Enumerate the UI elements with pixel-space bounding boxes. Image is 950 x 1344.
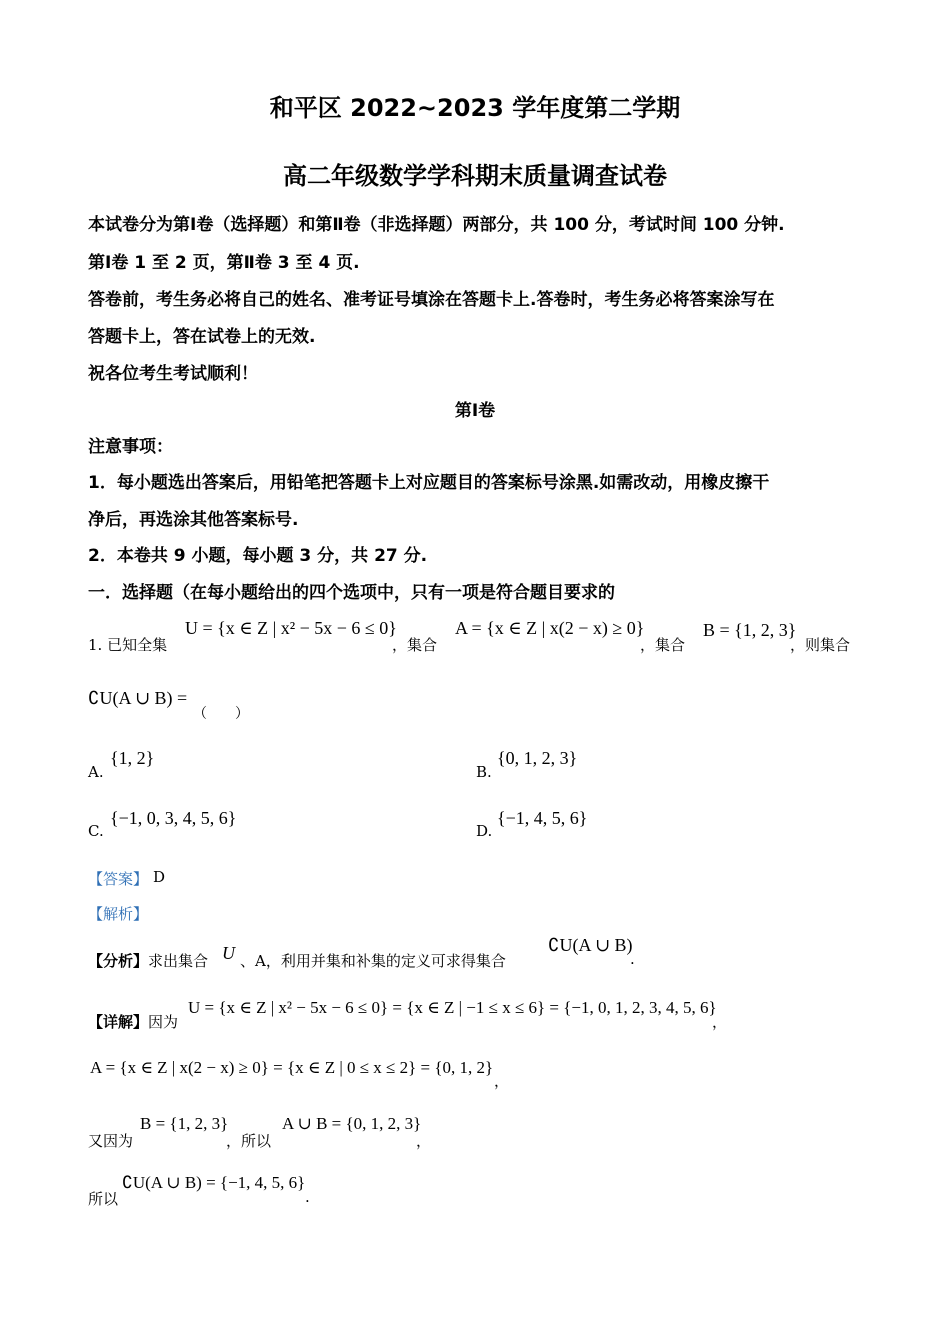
q1-set-U: U = {x ∈ Z | x² − 5x − 6 ≤ 0}	[185, 618, 397, 638]
part-title: 第Ⅰ卷	[454, 401, 496, 421]
q1-paren: （ ）	[193, 706, 249, 722]
union-end: ，	[416, 1132, 432, 1150]
answer-value: D	[153, 868, 166, 886]
fenxi-end: .	[630, 950, 635, 968]
intro-line-5: 祝各位考生考试顺利！	[88, 364, 258, 384]
title-line-1: 和平区 2022~2023 学年度第二学期	[269, 94, 681, 122]
q1-expression: ∁U(A ∪ B) =	[88, 688, 188, 708]
answer-tag: 【答案】	[88, 870, 149, 888]
q1-suffix: ，则集合	[790, 636, 851, 654]
intro-line-2: 第Ⅰ卷 1 至 2 页，第Ⅱ卷 3 至 4 页.	[88, 253, 360, 273]
q1-set-B: B = {1, 2, 3}	[703, 620, 797, 640]
fenxi-tag: 【分析】	[88, 952, 149, 970]
union-result: A ∪ B = {0, 1, 2, 3}	[282, 1114, 422, 1133]
option-a-value: {1, 2}	[110, 748, 155, 768]
xiangjie-set-U: U = {x ∈ Z | x² − 5x − 6 ≤ 0} = {x ∈ Z | −1 ≤ x ≤ 6} = {−1, 0, 1, 2, 3, 4, 5, 6}	[188, 998, 717, 1017]
option-b-value: {0, 1, 2, 3}	[497, 748, 578, 768]
fenxi-line	[88, 950, 208, 971]
final-result: ∁U(A ∪ B) = {−1, 4, 5, 6}	[122, 1173, 306, 1192]
suoyi-text-2: 所以	[88, 1190, 119, 1208]
line-set-A-end: ，	[494, 1072, 510, 1090]
option-c-value: {−1, 0, 3, 4, 5, 6}	[110, 808, 237, 828]
fenxi-expression: ∁U(A ∪ B)	[548, 935, 633, 955]
option-d-value: {−1, 4, 5, 6}	[497, 808, 588, 828]
notice-1a: 1．每小题选出答案后，用铅笔把答题卡上对应题目的答案标号涂黑.如需改动，用橡皮擦干	[88, 473, 770, 493]
fenxi-sep: 、A，利用并集和补集的定义可求得集合	[240, 952, 506, 970]
title-line-2: 高二年级数学学科期末质量调查试卷	[283, 162, 667, 190]
xiangjie-line	[88, 1011, 178, 1032]
fenxi-U: U	[222, 943, 235, 963]
fenxi-text-1: 求出集合	[148, 952, 209, 970]
q1-set-A: A = {x ∈ Z | x(2 − x) ≥ 0}	[455, 618, 645, 638]
notice-2: 2．本卷共 9 小题，每小题 3 分，共 27 分.	[88, 546, 428, 566]
intro-line-4: 答题卡上，答在试卷上的无效.	[88, 327, 316, 347]
intro-line-1: 本试卷分为第Ⅰ卷（选择题）和第Ⅱ卷（非选择题）两部分，共 100 分，考试时间 100 分钟.	[88, 215, 785, 235]
notice-title: 注意事项：	[88, 437, 173, 457]
suoyi-text-1: ，所以	[226, 1132, 272, 1150]
final-end: .	[305, 1188, 310, 1206]
q1-prefix: 1. 已知全集	[88, 636, 168, 654]
option-b-label: B.	[476, 763, 492, 781]
q1-sep-2: ，集合	[640, 636, 686, 654]
section-heading: 一．选择题（在每小题给出的四个选项中，只有一项是符合题目要求的	[88, 583, 615, 603]
xiangjie-text: 因为	[148, 1013, 179, 1031]
line-set-B: B = {1, 2, 3}	[140, 1114, 229, 1133]
q1-sep-1: ，集合	[392, 636, 438, 654]
option-a-label: A.	[88, 763, 104, 781]
option-d-label: D.	[476, 822, 493, 840]
intro-line-3: 答卷前，考生务必将自己的姓名、准考证号填涂在答题卡上.答卷时，考生务必将答案涂写在	[88, 290, 775, 310]
xiangjie-end: ，	[712, 1013, 728, 1031]
notice-1b: 净后，再选涂其他答案标号.	[88, 510, 299, 530]
youyin-text: 又因为	[88, 1132, 134, 1150]
option-c-label: C.	[88, 822, 104, 840]
analysis-tag: 【解析】	[88, 905, 149, 923]
line-set-A: A = {x ∈ Z | x(2 − x) ≥ 0} = {x ∈ Z | 0 ≤ x ≤ 2} = {0, 1, 2}	[90, 1058, 494, 1077]
xiangjie-tag: 【详解】	[88, 1013, 149, 1031]
